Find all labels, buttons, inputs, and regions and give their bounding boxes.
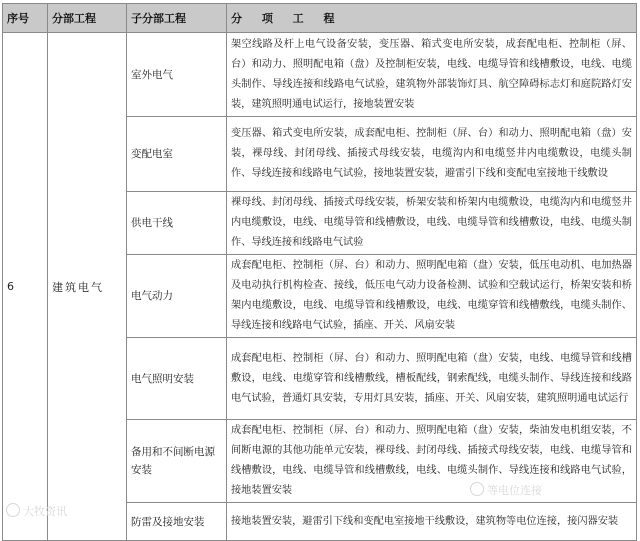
- header-sub: 子分部工程: [127, 4, 227, 33]
- sub-cell: 变配电室: [127, 117, 227, 192]
- sub-cell: 备用和不间断电源安装: [127, 420, 227, 503]
- table-row: [3, 33, 637, 117]
- items-cell: 成套配电柜、控制柜（屏、台）和动力、照明配电箱（盘）安装，低压电动机、电加热器及电动执行机构检查、接线，低压电气动力设备检测、试验和空载试运行，桥架安装和桥架内电缆敷设，电线、电缆导管和线槽敷设，电线、电缆穿管和线槽敷线，电缆头制作、导线连接和线路电气试验，插座、开关、风扇安装: [227, 255, 637, 338]
- part-cell: [48, 33, 127, 541]
- watermark-left: [6, 503, 67, 519]
- sub-cell: 室外电气: [127, 33, 227, 117]
- header-items: 分 项 工 程: [227, 4, 637, 33]
- sub-cell: 电气照明安装: [127, 338, 227, 420]
- watermark-right: [470, 482, 542, 498]
- items-cell: 接地装置安装，避雷引下线和变配电室接地干线敷设，建筑物等电位连接，接闪器安装: [227, 503, 637, 541]
- construction-division-table: [2, 3, 637, 541]
- items-cell: 架空线路及杆上电气设备安装，变压器、箱式变电所安装，成套配电柜、控制柜（屏、台）和动力、照明配电箱（盘）及控制柜安装，电线、电缆导管和线槽敷设，电线、电缆头制作、导线连接和线路电气试验，建筑物外部装饰灯具、航空障碍标志灯和庭院路灯安装，建筑照明通电试运行，接地装置安装: [227, 33, 637, 117]
- items-cell: 变压器、箱式变电所安装，成套配电柜、控制柜（屏、台）和动力、照明配电箱（盘）安装，裸母线、封闭母线、插接式母线安装，电缆沟内和电缆竖井内电缆敷设，电缆头制作、导线连接和线路电气试验，接地装置安装，避雷引下线和变配电室接地干线敷设: [227, 117, 637, 192]
- wechat-logo-icon: [470, 482, 484, 496]
- sub-cell: 供电干线: [127, 192, 227, 255]
- items-cell: 裸母线、封闭母线、插接式母线安装，桥架安装和桥架内电缆敷设，电缆沟内和电缆竖井内电缆敷设，电线、电缆导管和线槽敷设，电线、电缆导管和线槽敷设，电线、电缆头制作、导线连接和线路电气试验: [227, 192, 637, 255]
- header-part: 分部工程: [48, 4, 127, 33]
- watermark-right-text: 等电位连接: [487, 484, 542, 497]
- watermark-left-text: 大牧资讯: [23, 505, 67, 518]
- watermark-logo-icon: [6, 503, 20, 517]
- table-header-row: [3, 4, 637, 33]
- part-value: 建筑电气: [52, 280, 104, 294]
- sub-cell: 防雷及接地安装: [127, 503, 227, 541]
- items-cell: 成套配电柜、控制柜（屏、台）和动力、照明配电箱（盘）安装，电线、电缆导管和线槽敷设，电线、电缆穿管和线槽敷线，槽板配线，钢索配线，电缆头制作、导线连接和线路电气试验，普通灯具安装，专用灯具安装，插座、开关、风扇安装，建筑照明通电试运行: [227, 338, 637, 420]
- header-seq: 序号: [3, 4, 48, 33]
- seq-cell: [3, 33, 48, 541]
- sub-cell: 电气动力: [127, 255, 227, 338]
- seq-value: 6: [7, 280, 14, 293]
- items-cell: 成套配电柜、控制柜（屏、台）和动力、照明配电箱（盘）安装，柴油发电机组安装，不间断电源的其他功能单元安装，裸母线、封闭母线、插接式母线安装，电线、电缆导管和线槽敷设，电线、电缆导管和线槽敷线，电线、电缆头制作、导线连接和线路电气试验，接地装置安装: [227, 420, 637, 503]
